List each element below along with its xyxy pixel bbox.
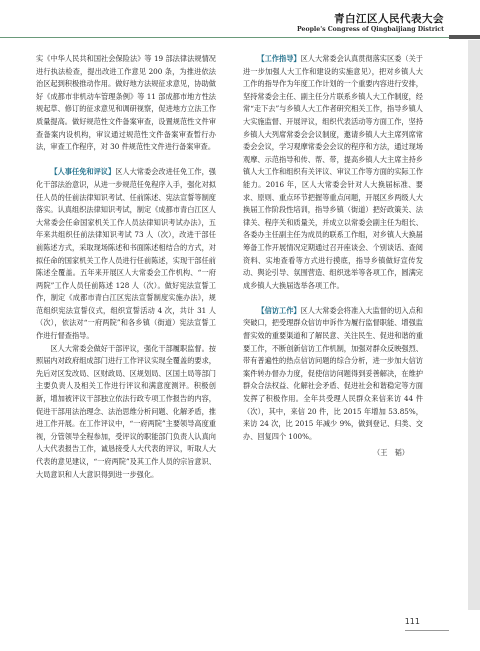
- header-rule-accent: [449, 35, 480, 39]
- left-column: [36, 53, 216, 481]
- header-rule: [0, 37, 449, 38]
- header-subtitle: People's Congress of Qingbaijiang District: [297, 26, 444, 33]
- section-guidance: [243, 53, 423, 292]
- right-column: [243, 53, 423, 460]
- section-personnel-paragraph-2: 区人大常委会做好干部评议，强化干部履职监督。按照届内对政府组成部门进行工作评议实现全覆盖的要求，先后对区发改局、区财政局、区规划局、区国土局等部门主要负责人及相关工作进行评议和满意度测评。积极创新，增加被评议干部独立依法行政专项工作报告的内容，促进干部用法治理念、法治思维分析问题、化解矛盾，推进工作开展。在工作评议中，“一府两院”主要领导高度重视，分管领导全程参加，受评议的职能部门负责人认真向人大代表报告工作，诚恳接受人大代表的评议，听取人大代表的意见建议，“一府两院”及其工作人员的宗旨意识、大局意识和人大意识得到进一步强化。: [36, 343, 216, 479]
- header-title: 青白江区人民代表大会: [334, 13, 444, 25]
- author-signature: （王 韬）: [373, 448, 409, 458]
- section-personnel-text: 区人大常委会改进任免工作，强化干部法治意识，从进一步规范任免程序入手，强化对拟任人员的任前法律知识考试、任前陈述、宪法宣誓等制度落实。认真组织法律知识考试，制定《成都市青白江区人大常委会任命国家机关工作人员法律知识考试办法》，五年来共组织任前法律知识考试 73 人（次），改进干部任前陈述方式，采取现场陈述和书面陈述相结合的方式，对拟任命的国家机关工作人员进行任前陈述，实现干部任前陈述全覆盖。五年来开展区人大常委会工作机构、“一府两院”工作人员任前陈述 128 人（次）。做好宪法宣誓工作，制定《成都市青白江区宪法宣誓制度实施办法》，规范组织宪法宣誓仪式，组织宣誓活动 4 次，共计 31 人（次），依法对“一府两院”和各乡镇（街道）宪法宣誓工作进行督查指导。: [36, 167, 216, 341]
- section-title-personnel: 【人事任免和评议】: [50, 167, 116, 177]
- section-petition-text: 区人大常委会将准入大监督的切入点和突破口，把受理群众信访申诉作为履行监督职能、增强监督实效的重要渠道和了解民意、关注民生、促进和谐的重要工作，不断创新信访工作机制，加强对群众反映强烈、带有普遍性的热点信访问题的综合分析，进一步加大信访案件转办督办力度，促使信访问题得到妥善解决，在维护群众合法权益、化解社会矛盾、促进社会和谐稳定等方面发挥了积极作用。全年共受理人民群众来信来访 44 件（次），其中，来信 20 件，比 2015 年增加 53.85%，来访 24 次，比 2015 年减少 9%，做到登记、归类、交办、回复四个 100%。: [243, 305, 423, 441]
- section-personnel: [36, 166, 216, 342]
- section-title-guidance: 【工作指导】: [257, 54, 301, 63]
- page-number-rule: [405, 630, 449, 631]
- section-title-petition: 【信访工作】: [257, 305, 301, 315]
- intro-paragraph: 实《中华人民共和国社会保险法》等 19 部法律法规情况进行执法检查，提出改进工作意见 200 条，为推进依法治区起到积极推动作用。做好地方法规征求意见，协助做好《成都市非机动车管理条例》等 11 部成都市地方性法规起草、修订的征求意见和调研视察，促进地方立法工作质量提高。做好规范性文件备案审查，设置规范性文件审查备案内设机构，审议通过规范性文件备案审查暂行办法，审查工作程序，对 30 件规范性文件进行备案审查。: [36, 54, 216, 152]
- side-strip: [468, 40, 480, 610]
- section-petition: [243, 305, 423, 444]
- page-number: 111: [404, 617, 420, 626]
- section-guidance-text: 区人大常委会认真贯彻落实区委（关于进一步加强人大工作和建设的实施意见），把对乡镇人大工作的指导作为年度工作计划的一个重要内容进行安排，坚持常委会主任、副主任分片联系乡镇人大工作制度，经常“走下去”与乡镇人大工作者研究相关工作，指导乡镇人大实施监督、开展评议，组织代表活动等方面工作，坚持乡镇人大列席常委会会议制度，邀请乡镇人大主席列席常委会会议，学习观摩常委会会议的程序和方法，通过现场观摩、示范指导和传、帮、带，提高乡镇人大主席主持乡镇人大工作和组织有关评议、审议工作等方面的实际工作能力。2016 年，区人大常委会针对人大换届标准、要求、原则、重点环节把握等重点问题，开展区乡两级人大换届工作阶段性培训，指导乡镇（街道）把好政策关、法律关、程序关和质量关，并成立以常委会副主任为组长、各委办主任副主任为成员的联系工作组，对乡镇人大换届筹备工作开展情况定期通过召开座谈会、个别谈话、查阅资料、实地查看等方式进行摸底，指导乡镇做好宣传发动、舆论引导、氛围营造、组织选举等各项工作，圆满完成乡镇人大换届选举各项工作。: [243, 54, 423, 290]
- page-header: [0, 0, 480, 52]
